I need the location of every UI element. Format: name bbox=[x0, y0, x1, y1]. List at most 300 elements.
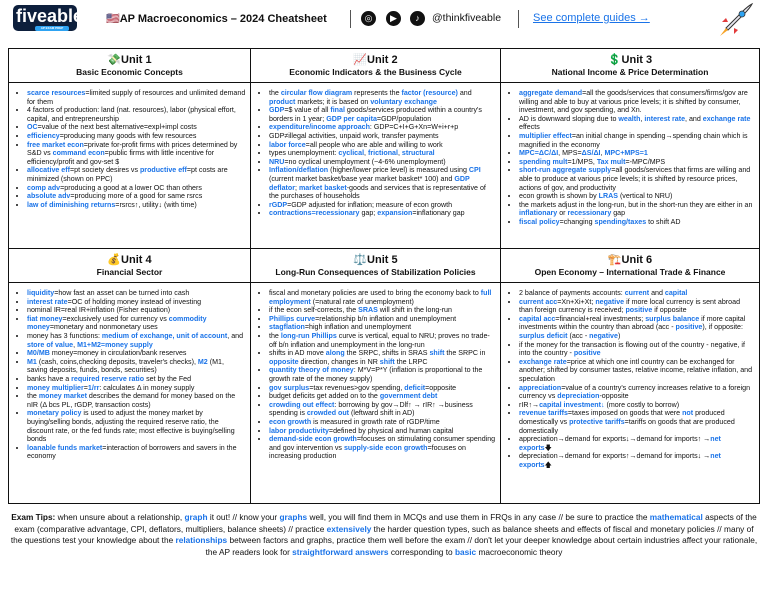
list-item bbox=[519, 384, 755, 401]
text-segment: well, you will find them in MCQs and use them in FRQs in any case // be sure to practice the bbox=[307, 512, 650, 522]
text-segment: =opposite bbox=[425, 383, 457, 392]
highlighted-term: medium of exchange, unit of account bbox=[101, 331, 228, 340]
text-segment: (higher/lower price level) is measured using bbox=[328, 166, 469, 175]
divider bbox=[251, 282, 500, 283]
list-item bbox=[269, 418, 496, 427]
highlighted-term: protective tariffs bbox=[569, 417, 625, 426]
highlighted-term: frictional bbox=[368, 149, 398, 158]
bullet-list bbox=[501, 289, 759, 469]
highlighted-term: aggregate demand bbox=[519, 89, 583, 97]
text-segment: , and bbox=[685, 114, 703, 123]
list-item bbox=[269, 289, 496, 306]
highlighted-term: SRAS bbox=[358, 306, 378, 315]
text-segment: money=money in circulation/bank reserves bbox=[49, 349, 187, 358]
text-segment: = bbox=[83, 383, 88, 392]
text-segment: -goods and services that is representative of the purchases of households bbox=[269, 183, 486, 201]
text-segment: =limited supply of resources and unlimited demand for them bbox=[27, 89, 246, 106]
highlighted-term: negative bbox=[589, 331, 618, 340]
list-item bbox=[27, 315, 246, 332]
highlighted-term: contractions=recessionary bbox=[269, 209, 360, 218]
text-segment: =pt costs are minimized (shown on PPC) bbox=[27, 166, 228, 183]
highlighted-term: graphs bbox=[279, 512, 308, 522]
highlighted-term: commodity money bbox=[27, 314, 207, 332]
list-item bbox=[519, 452, 755, 469]
list-item bbox=[269, 366, 496, 383]
divider bbox=[501, 82, 759, 83]
text-segment: =focuses on stimulating consumer spending and gov intervention vs bbox=[269, 435, 496, 452]
text-segment: effects bbox=[519, 123, 540, 132]
unit-header bbox=[251, 49, 500, 77]
text-segment: =price at which one intl country can be exchanged for another; shifted by consumer tastes, relative income, relative inflation, and speculation bbox=[519, 357, 753, 383]
text-segment: describes the demand for money based on the nIR (Δ bcs PL, rGDP, transaction costs) bbox=[27, 392, 236, 409]
highlighted-term: basic bbox=[454, 546, 477, 557]
highlighted-term: M1+M2=money supply bbox=[77, 340, 153, 349]
text-segment: =exclusively used for currency vs bbox=[62, 314, 169, 323]
highlighted-term: short-run aggregate supply bbox=[519, 166, 612, 175]
text-segment: =interaction of borrowers and savers in the economy bbox=[27, 443, 237, 461]
text-segment: budget deficits get added on to the bbox=[269, 392, 380, 401]
highlighted-term: expenditure/income approach bbox=[269, 123, 370, 132]
text-segment: between factors and graphs, practice them well before the exam // don't let your deeper knowledge about certain industries affect your rationale, the AP readers look for bbox=[205, 535, 758, 557]
bullet-list bbox=[251, 89, 500, 218]
highlighted-term: Phillips curve bbox=[269, 314, 316, 323]
text-segment: =inflationary gap bbox=[412, 209, 465, 218]
text-segment: (leftward shift in AD) bbox=[349, 409, 415, 418]
text-segment: GDP≠illegal activities, unpaid work, transfer payments bbox=[269, 131, 439, 140]
list-item bbox=[27, 289, 246, 298]
unit-label: 💲Unit 3 bbox=[607, 54, 653, 66]
list-item bbox=[269, 392, 496, 401]
text-segment: =1/MPS, bbox=[567, 157, 597, 166]
list-item bbox=[27, 141, 246, 167]
highlighted-term: econ growth bbox=[269, 417, 312, 426]
highlighted-term: surplus balance bbox=[645, 314, 700, 323]
text-segment: 4 factors of production: land (nat. resources), labor (physical effort, capital, and entrepreneurship bbox=[27, 106, 236, 123]
divider bbox=[518, 10, 519, 28]
bullet-list bbox=[9, 289, 250, 461]
divider bbox=[350, 10, 351, 28]
divider bbox=[251, 82, 500, 83]
text-segment: =producing more of a good for same rsrcs bbox=[70, 192, 203, 201]
highlighted-term: capital bbox=[664, 289, 688, 297]
text-segment: =monetary and nonmonetary uses bbox=[49, 323, 158, 332]
highlighted-term: surplus deficit bbox=[519, 331, 568, 340]
divider bbox=[9, 82, 250, 83]
list-item bbox=[27, 392, 246, 409]
highlighted-term: cyclical bbox=[338, 149, 365, 158]
text-segment: types unemployment: bbox=[269, 149, 339, 158]
unit-header bbox=[251, 249, 500, 277]
highlighted-term: efficiency bbox=[27, 131, 60, 140]
text-segment: , bbox=[600, 149, 605, 158]
highlighted-term: recessionary bbox=[567, 209, 612, 218]
highlighted-term: full employment bbox=[269, 289, 492, 306]
list-item bbox=[27, 444, 246, 461]
list-item bbox=[269, 435, 496, 461]
highlighted-term: long-run Phillips bbox=[280, 331, 337, 340]
highlighted-term: M0/MB bbox=[27, 349, 50, 358]
unit-label: 💸Unit 1 bbox=[107, 54, 152, 66]
text-segment: , bbox=[397, 149, 402, 158]
text-segment: : borrowing by gov→Dlf↑ → rIR↑ →business spending is bbox=[269, 400, 473, 418]
highlighted-term: factor (resource) bbox=[401, 89, 458, 97]
list-item bbox=[269, 201, 496, 210]
list-item bbox=[27, 409, 246, 443]
highlighted-term: loanable funds market bbox=[27, 443, 103, 452]
list-item bbox=[27, 184, 246, 193]
highlighted-term: straightforward answers bbox=[292, 546, 389, 557]
text-segment: econ growth is shown by bbox=[519, 192, 599, 201]
text-segment: markets; it is based on bbox=[295, 97, 371, 106]
social-handle[interactable]: @thinkfiveable bbox=[432, 12, 502, 24]
list-item bbox=[519, 218, 755, 227]
text-segment: shifts in AD move bbox=[269, 349, 326, 358]
text-segment: direction, changes in NR bbox=[298, 357, 380, 366]
text-segment: macroeconomic theory bbox=[476, 546, 563, 557]
text-segment: , bbox=[640, 114, 645, 123]
text-segment: =all the goods/services that consumers/firms/gov are willing and able to buy at various price levels; it is shifted by consumer, investment, and gov spending, and Xn. bbox=[519, 89, 748, 115]
text-segment: =an initial change in spending→spending chain which is magnified in the economy bbox=[519, 131, 748, 149]
list-item bbox=[269, 401, 496, 418]
text-segment: 2 balance of payments accounts: bbox=[519, 289, 625, 297]
text-segment: produced domestically vs bbox=[519, 409, 725, 426]
text-segment: nominal IR=real IR+inflation (Fisher equation) bbox=[27, 306, 171, 315]
text-segment: the bbox=[269, 89, 281, 97]
list-item bbox=[269, 166, 496, 200]
text-segment: =$ value of all bbox=[284, 106, 331, 115]
text-segment: it out! // know your bbox=[207, 512, 280, 522]
list-item bbox=[27, 349, 246, 358]
highlighted-term: gov surplus bbox=[269, 383, 310, 392]
highlighted-term: free market econ bbox=[27, 140, 84, 149]
list-item bbox=[519, 341, 755, 358]
text-segment: =value of the next best alternative=expl+impl costs bbox=[37, 123, 197, 132]
text-segment: will shift in the long-run bbox=[377, 306, 452, 315]
text-segment: 🡅 bbox=[544, 460, 552, 469]
text-segment: =changing bbox=[559, 217, 595, 226]
list-item bbox=[519, 401, 755, 410]
highlighted-term: wealth bbox=[618, 114, 641, 123]
highlighted-term: store of value bbox=[27, 340, 74, 349]
text-segment: =tariffs on goods that are produced domestically bbox=[519, 417, 735, 435]
list-item bbox=[519, 315, 755, 341]
text-segment: fiscal and monetary policies are used to bring the economy back to bbox=[269, 289, 481, 297]
text-segment: goods/services produced within a country's borders in 1 year; bbox=[269, 106, 482, 123]
unit-label: 💰Unit 4 bbox=[107, 254, 152, 266]
unit-1-panel bbox=[8, 48, 251, 249]
list-item bbox=[519, 201, 755, 218]
highlighted-term: 1/rr bbox=[87, 383, 100, 392]
text-segment: =all people who are able and willing to work bbox=[305, 140, 443, 149]
text-segment: =defined by physical and human capital bbox=[328, 426, 454, 435]
unit-label: 🏗️Unit 6 bbox=[607, 254, 653, 266]
instagram-icon[interactable]: ◎ bbox=[361, 11, 376, 26]
list-item bbox=[269, 427, 496, 436]
highlighted-term: inflationary bbox=[519, 209, 558, 218]
highlighted-term: deficit bbox=[404, 383, 426, 392]
list-item bbox=[519, 166, 755, 192]
text-segment: the SRPC in bbox=[444, 349, 486, 358]
highlighted-term: fiscal policy bbox=[519, 217, 560, 226]
text-segment: if the econ self-corrects, the bbox=[269, 306, 359, 315]
text-segment: (more costly to borrow) bbox=[604, 400, 680, 409]
text-segment: and bbox=[457, 89, 472, 97]
list-item bbox=[27, 89, 246, 106]
text-segment: if opposite bbox=[652, 306, 687, 315]
highlighted-term: exchange rate bbox=[519, 357, 567, 366]
highlighted-term: positive bbox=[675, 323, 703, 332]
list-item bbox=[27, 332, 246, 349]
text-segment: appreciation→demand for exports↓→demand for imports↑ → bbox=[519, 435, 711, 444]
text-segment: : M*V=P*Y (inflation is proportional to the growth rate of the money supply) bbox=[269, 366, 483, 383]
highlighted-term: positive bbox=[573, 349, 601, 358]
highlighted-term: relationships bbox=[175, 535, 228, 546]
highlighted-term: current bbox=[624, 289, 650, 297]
list-item bbox=[27, 201, 246, 210]
highlighted-term: capital acc bbox=[519, 314, 556, 323]
unit-3-panel bbox=[500, 48, 760, 249]
highlighted-term: required reserve ratio bbox=[71, 374, 145, 383]
tiktok-icon[interactable]: ♪ bbox=[410, 11, 425, 26]
divider bbox=[9, 282, 250, 283]
highlighted-term: GDP per capita bbox=[326, 114, 377, 123]
highlighted-term: product bbox=[269, 97, 296, 106]
text-segment: =taxes imposed on goods that were bbox=[567, 409, 683, 418]
highlighted-term: crowding out effect bbox=[269, 400, 335, 409]
highlighted-term: stagflation bbox=[269, 323, 305, 332]
text-segment: AD is downward sloping due to bbox=[519, 114, 619, 123]
highlighted-term: graph bbox=[184, 512, 208, 522]
highlighted-term: revenue tariffs bbox=[519, 409, 568, 418]
text-segment: if more capital investments within the country than abroad (acc - bbox=[519, 314, 746, 332]
list-item bbox=[519, 132, 755, 149]
text-segment: =tax revenues>gov spending, bbox=[309, 383, 405, 392]
list-item bbox=[269, 141, 496, 150]
highlighted-term: along bbox=[325, 349, 345, 358]
list-item bbox=[519, 358, 755, 384]
text-segment: if the money for the transaction is flowing out of the country - negative, if into the country - bbox=[519, 340, 745, 358]
text-segment: =pt society desires vs bbox=[69, 166, 140, 175]
text-segment: money has 3 functions: bbox=[27, 331, 102, 340]
highlighted-term: supply-side econ growth bbox=[343, 443, 428, 452]
list-item bbox=[519, 115, 755, 132]
highlighted-term: absolute adv bbox=[27, 192, 71, 201]
text-segment: (vertical to NRU) bbox=[617, 192, 673, 201]
logo-subtitle: AP EXAM PREP bbox=[35, 26, 69, 31]
text-segment: the bbox=[269, 331, 281, 340]
unit-6-panel bbox=[500, 248, 760, 504]
highlighted-term: extensively bbox=[326, 523, 372, 534]
text-segment: (acc - bbox=[567, 331, 590, 340]
text-segment: is used to adjust the money market by buying/selling bonds, adjusting the required reserve ratio, the discount rate, or the fed funds rate; most effective is buying/selling bonds bbox=[27, 409, 235, 444]
unit-header bbox=[9, 249, 250, 277]
list-item bbox=[269, 306, 496, 315]
list-item bbox=[269, 132, 496, 141]
text-segment: =private for-profit firms with prices determined by S&D vs bbox=[27, 140, 238, 158]
text-segment: =producing many goods with few resources bbox=[59, 131, 197, 140]
text-segment: is measured in growth rate of rGDP/time bbox=[311, 417, 440, 426]
highlighted-term: liquidity bbox=[27, 289, 55, 297]
unit-header bbox=[501, 49, 759, 77]
bullet-list bbox=[9, 89, 250, 209]
list-item bbox=[519, 298, 755, 315]
bullet-list bbox=[251, 289, 500, 461]
unit-subtitle: National Income & Price Determination bbox=[551, 67, 709, 77]
highlighted-term: Tax mult bbox=[596, 157, 626, 166]
highlighted-term: labor productivity bbox=[269, 426, 329, 435]
list-item bbox=[27, 306, 246, 315]
text-segment: , bbox=[73, 340, 78, 349]
text-segment: =-MPC/MPS bbox=[625, 157, 666, 166]
complete-guides-link[interactable]: See complete guides → bbox=[533, 12, 650, 24]
text-segment: -opposite bbox=[599, 392, 629, 401]
text-segment: depreciation→demand for exports↑→demand for imports↓ → bbox=[519, 452, 711, 461]
list-item bbox=[269, 349, 496, 366]
list-item bbox=[27, 166, 246, 183]
list-item bbox=[27, 123, 246, 132]
text-segment: rIR↑→ bbox=[519, 400, 540, 409]
text-segment: : calculates Δ in money supply bbox=[99, 383, 195, 392]
unit-header bbox=[9, 49, 250, 77]
list-item bbox=[27, 375, 246, 384]
text-segment: , MPS= bbox=[558, 149, 582, 158]
highlighted-term: money market bbox=[38, 392, 87, 401]
text-segment: the SRPC, shifts in SRAS bbox=[344, 349, 430, 358]
highlighted-term: GDP bbox=[269, 106, 285, 115]
list-item bbox=[269, 332, 496, 349]
text-segment: the bbox=[27, 392, 39, 401]
unit-label: ⚖️Unit 5 bbox=[353, 254, 398, 266]
highlighted-term: opposite bbox=[269, 357, 299, 366]
exam-tips bbox=[10, 512, 758, 558]
highlighted-term: shift bbox=[429, 349, 445, 358]
highlighted-term: interest rate bbox=[27, 297, 68, 306]
highlighted-term: quantity theory of money bbox=[269, 366, 354, 375]
highlighted-term: exchange rate bbox=[702, 114, 751, 123]
text-segment: or bbox=[557, 209, 568, 218]
text-segment: if more local currency is sent abroad than foreign currency is received; bbox=[519, 297, 741, 315]
highlighted-term: NRU bbox=[269, 157, 285, 166]
text-segment: aspects of the exam (comparative advantage, CPI, deflators, multipliers, balance sheets) // practice bbox=[14, 512, 757, 534]
text-segment: =high inflation and unemployment bbox=[304, 323, 412, 332]
highlighted-term: CPI bbox=[468, 166, 481, 175]
list-item bbox=[519, 435, 755, 452]
highlighted-term: GDP deflator bbox=[269, 174, 470, 192]
text-segment: represents the bbox=[352, 89, 402, 97]
highlighted-term: M1 bbox=[27, 357, 37, 366]
highlighted-term: net exports bbox=[519, 435, 721, 452]
highlighted-term: fiat money bbox=[27, 314, 63, 323]
bullet-list bbox=[501, 89, 759, 227]
highlighted-term: comp adv bbox=[27, 183, 61, 192]
text-segment: the markets adjust in the long-run, but in the short-run they are either in an bbox=[519, 200, 753, 209]
text-segment: =OC of holding money instead of investing bbox=[67, 297, 202, 306]
text-segment: banks have a bbox=[27, 374, 72, 383]
list-item bbox=[27, 192, 246, 201]
list-item bbox=[269, 149, 496, 158]
text-segment: (current market basket/base year market basket* 100) and bbox=[269, 174, 455, 183]
text-segment: =financial+real investments; bbox=[555, 314, 646, 323]
highlighted-term: money multiplier bbox=[27, 383, 84, 392]
text-segment: =producing a good at a lower OC than others bbox=[60, 183, 202, 192]
page-title: 🇺🇸AP Macroeconomics – 2024 Cheatsheet bbox=[106, 13, 327, 25]
list-item bbox=[27, 384, 246, 393]
list-item bbox=[519, 158, 755, 167]
highlighted-term: MPC=ΔC/ΔI bbox=[519, 149, 559, 158]
text-segment: =GDP adjusted for inflation; measure of econ growth bbox=[287, 200, 453, 209]
list-item bbox=[519, 149, 755, 158]
highlighted-term: MPC+MPS=1 bbox=[604, 149, 648, 158]
list-item bbox=[519, 192, 755, 201]
text-segment: =value of a country's currency increases relative to a foreign currency vs bbox=[519, 383, 751, 401]
highlighted-term: command econ bbox=[52, 149, 105, 158]
highlighted-term: circular flow diagram bbox=[280, 89, 353, 97]
unit-subtitle: Economic Indicators & the Business Cycle bbox=[289, 67, 462, 77]
tips-label: Exam Tips: bbox=[11, 512, 56, 522]
units-grid bbox=[8, 48, 760, 504]
highlighted-term: market basket bbox=[298, 183, 347, 192]
list-item bbox=[27, 132, 246, 141]
text-segment: when unsure about a relationship, bbox=[55, 512, 185, 522]
list-item bbox=[269, 123, 496, 132]
text-segment: =focuses on increasing production bbox=[269, 443, 466, 461]
list-item bbox=[269, 315, 496, 324]
highlighted-term: multiplier effect bbox=[519, 131, 572, 140]
text-segment: =relationship b/n inflation and unemployment bbox=[315, 314, 457, 323]
highlighted-term: not bbox=[682, 409, 694, 418]
logo-text: fiveable bbox=[16, 6, 84, 26]
unit-2-panel bbox=[250, 48, 501, 249]
text-segment: (=natural rate of unemployment) bbox=[310, 297, 414, 306]
highlighted-term: interest rate bbox=[644, 114, 686, 123]
highlighted-term: monetary policy bbox=[27, 409, 82, 418]
highlighted-term: ΔS/ΔI bbox=[581, 149, 601, 158]
list-item bbox=[27, 298, 246, 307]
highlighted-term: depreciation bbox=[557, 392, 600, 401]
highlighted-term: M2 bbox=[197, 357, 208, 366]
text-segment: (M1, saving deposits, funds, bonds, securities) bbox=[27, 357, 224, 375]
highlighted-term: appreciation bbox=[519, 383, 562, 392]
text-segment: =no cyclical unemployment (~4-6% unemployment) bbox=[284, 157, 446, 166]
fiveable-logo[interactable] bbox=[13, 5, 84, 31]
highlighted-term: Inflation/deflation bbox=[269, 166, 329, 175]
list-item bbox=[269, 89, 496, 106]
divider bbox=[501, 282, 759, 283]
unit-subtitle: Basic Economic Concepts bbox=[76, 67, 183, 77]
highlighted-term: net exports bbox=[519, 452, 721, 469]
highlighted-term: rGDP bbox=[269, 200, 288, 209]
list-item bbox=[519, 89, 755, 115]
rocket-icon bbox=[716, 2, 754, 38]
unit-4-panel bbox=[8, 248, 251, 504]
highlighted-term: structural bbox=[401, 149, 435, 158]
text-segment: set by the Fed bbox=[144, 374, 192, 383]
text-segment: : GDP=C+I+G+Xn=W+i+r+p bbox=[369, 123, 459, 132]
youtube-icon[interactable]: ▶ bbox=[386, 11, 401, 26]
text-segment: ) bbox=[617, 331, 621, 340]
text-segment: corresponding to bbox=[388, 546, 455, 557]
list-item bbox=[519, 289, 755, 298]
text-segment: the LRPC bbox=[394, 357, 428, 366]
list-item bbox=[269, 209, 496, 218]
text-segment: and bbox=[649, 289, 665, 297]
text-segment: to shift AD bbox=[646, 217, 681, 226]
highlighted-term: shift bbox=[379, 357, 395, 366]
text-segment: , and bbox=[227, 331, 244, 340]
text-segment: gap bbox=[611, 209, 626, 218]
highlighted-term: OC bbox=[27, 123, 38, 132]
unit-subtitle: Open Economy – International Trade & Finance bbox=[534, 267, 726, 277]
